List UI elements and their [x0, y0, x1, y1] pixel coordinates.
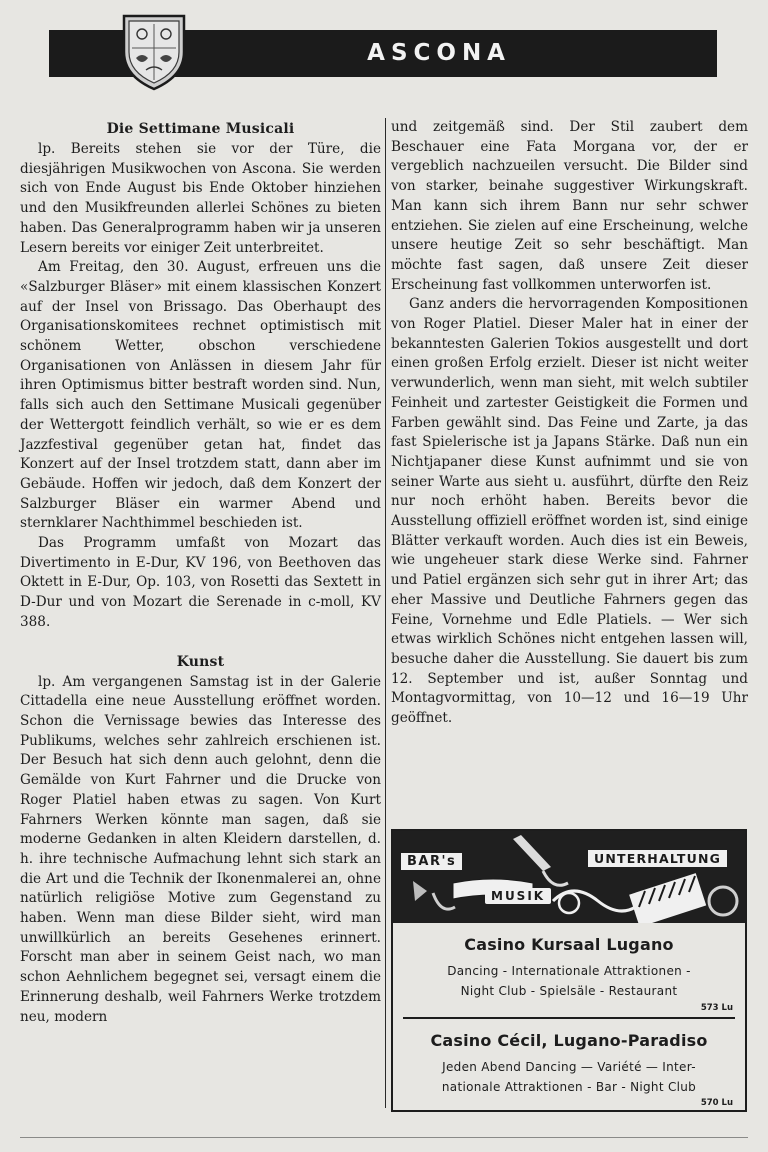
casino-kursaal-block: [393, 935, 745, 1001]
paragraph: Ganz anders die hervorragenden Kompositionen von Roger Platiel. Dieser Maler hat in einer der bekanntesten Galerien Tokios ausgestellt und dort einen großen Erfolg erzielt. Dieser ist nicht weiter verwunderlich, wenn man sieht, mit welch subtiler Feinheit und zartester Geistigkeit die Formen und Farben gewählt sind. Das Feine und Zarte, ja das fast Spielerische ist ja Japans Stärke. Daß nun ein Nichtjapaner diese Kunst aufnimmt und sie von seiner Warte aus sieht u. ausführt, dürfte den Reiz nur noch erhöht haben. Bereits bevor die Ausstellung offiziell eröffnet worden ist, sind einige Blätter verkauft worden. Auch dies ist ein Beweis, wie ungeheuer stark diese Werke sind. Fahrner und Patiel ergänzen sich sehr gut in ihrer Art; das eher Massive und Deutliche Fahrners gegen das Feine, Vornehme und Edle Platiels. — Wer sich etwas wirklich Schönes nicht entgehen lassen will, besuche daher die Ausstellung. Sie dauert bis zum 12. September und ist, außer Sonntag und Montagvormittag, von 10—12 und 16—19 Uhr geöffnet.: [391, 296, 748, 727]
heading-kunst: Kunst: [176, 653, 225, 670]
casino-kursaal-line1: Dancing - Internationale Attraktionen -: [447, 964, 691, 978]
casino-cecil-name: Casino Cécil, Lugano-Paradiso: [430, 1031, 708, 1050]
right-column: [391, 118, 748, 729]
casino-cecil-line2: nationale Attraktionen - Bar - Night Club: [441, 1080, 697, 1094]
banner-bars-label: BAR's: [401, 853, 462, 870]
music-illustration-icon: [393, 831, 745, 923]
column-divider: [385, 118, 386, 1108]
paragraph: lp. Am vergangenen Samstag ist in der Galerie Cittadella eine neue Ausstellung eröffnet worden. Schon die Vernissage bewies das Interesse des Publikums, welches sehr zahlreich erschienen ist. Der Besuch hat sich denn auch gelohnt, denn die Gemälde von Kurt Fahrner und die Drucke von Roger Platiel haben etwas zu sagen. Von Kurt Fahrners Werken könnte man sagen, daß sie moderne Gedanken in alten Kleidern darstellen, d. h. ihre technische Aufmachung lehnt sich stark an die Art und die Technik der Ikonenmalerei an, ohne natürlich religiöse Motive zum Gegenstand zu haben. Wenn man diese Bilder sieht, wird man unwillkürlich an bereits Gesehenes erinnert. Forscht man aber in seinem Geist nach, wo man schon Aehnlichem begegnet sei, versagt einem die Erinnerung deshalb, weil Fahrners Werke trotzdem neu, modern: [20, 673, 381, 1025]
casino-kursaal-name: Casino Kursaal Lugano: [464, 935, 674, 954]
ad-separator: [403, 1017, 735, 1019]
coat-of-arms-icon: [120, 12, 188, 92]
casino-cecil-line1: Jeden Abend Dancing — Variété — Inter-: [442, 1060, 696, 1074]
casino-kursaal-line2: Night Club - Spielsäle - Restaurant: [460, 984, 678, 998]
banner-unterhaltung-label: UNTERHALTUNG: [588, 850, 727, 867]
ad-banner: [393, 831, 745, 923]
paragraph: und zeitgemäß sind. Der Stil zaubert dem Beschauer eine Fata Morgana vor, der er vergeblich nachzueilen versucht. Die Bilder sind von starker, beinahe suggestiver Wirkungskraft. Man kann sich ihrem Bann nur sehr schwer entziehen. Sie zielen auf eine Erscheinung, welche unsere heutige Zeit so sehr beschäftigt. Man möchte fast sagen, daß unsere Zeit dieser Erscheinung fast vollkommen unterworfen ist.: [391, 119, 748, 293]
paragraph: Das Programm umfaßt von Mozart das Divertimento in E-Dur, KV 196, von Beethoven das Oktett in E-Dur, Op. 103, von Rosetti das Sextett in D-Dur und von Mozart die Serenade in c-moll, KV 388.: [20, 535, 381, 630]
heading-settimane: Die Settimane Musicali: [106, 121, 295, 137]
paragraph: Am Freitag, den 30. August, erfreuen uns die «Salzburger Bläser» mit einem klassischen Konzert auf der Insel von Brissago. Das Oberhaupt des Organisationskomitees rechnet optimistisch mit schönem Wetter, obschon verschiedene Organisationen von Anlässen in diesem Jahr für ihren Optimismus bitter bestraft worden sind. Nun, falls sich auch den Settimane Musicali gegenüber der Wettergott feindlich verhält, so wie er es dem Jazzfestival gegenüber getan hat, findet das Konzert auf der Insel trotzdem statt, dann aber im Gebäude. Hoffen wir jedoch, daß dem Konzert der Salzburger Bläser ein warmer Abend und sternklarer Nachthimmel beschieden ist.: [20, 259, 381, 532]
casino-cecil-code: 570 Lu: [700, 1098, 733, 1108]
casino-advertisement: [391, 829, 747, 1112]
bottom-rule: [20, 1137, 748, 1138]
banner-musik-label: MUSIK: [485, 888, 551, 904]
left-column: [20, 118, 381, 1027]
paragraph: lp. Bereits stehen sie vor der Türe, die diesjährigen Musikwochen von Ascona. Sie werden sich von Ende August bis Ende Oktober hinziehen und den Musikfreunden allerlei Schönes zu bieten haben. Das Generalprogramm haben wir ja unseren Lesern bereits vor einiger Zeit unterbreitet.: [20, 141, 381, 256]
section-title: ASCONA: [367, 40, 511, 66]
casino-cecil-block: [393, 1031, 745, 1097]
casino-kursaal-code: 573 Lu: [700, 1003, 733, 1013]
